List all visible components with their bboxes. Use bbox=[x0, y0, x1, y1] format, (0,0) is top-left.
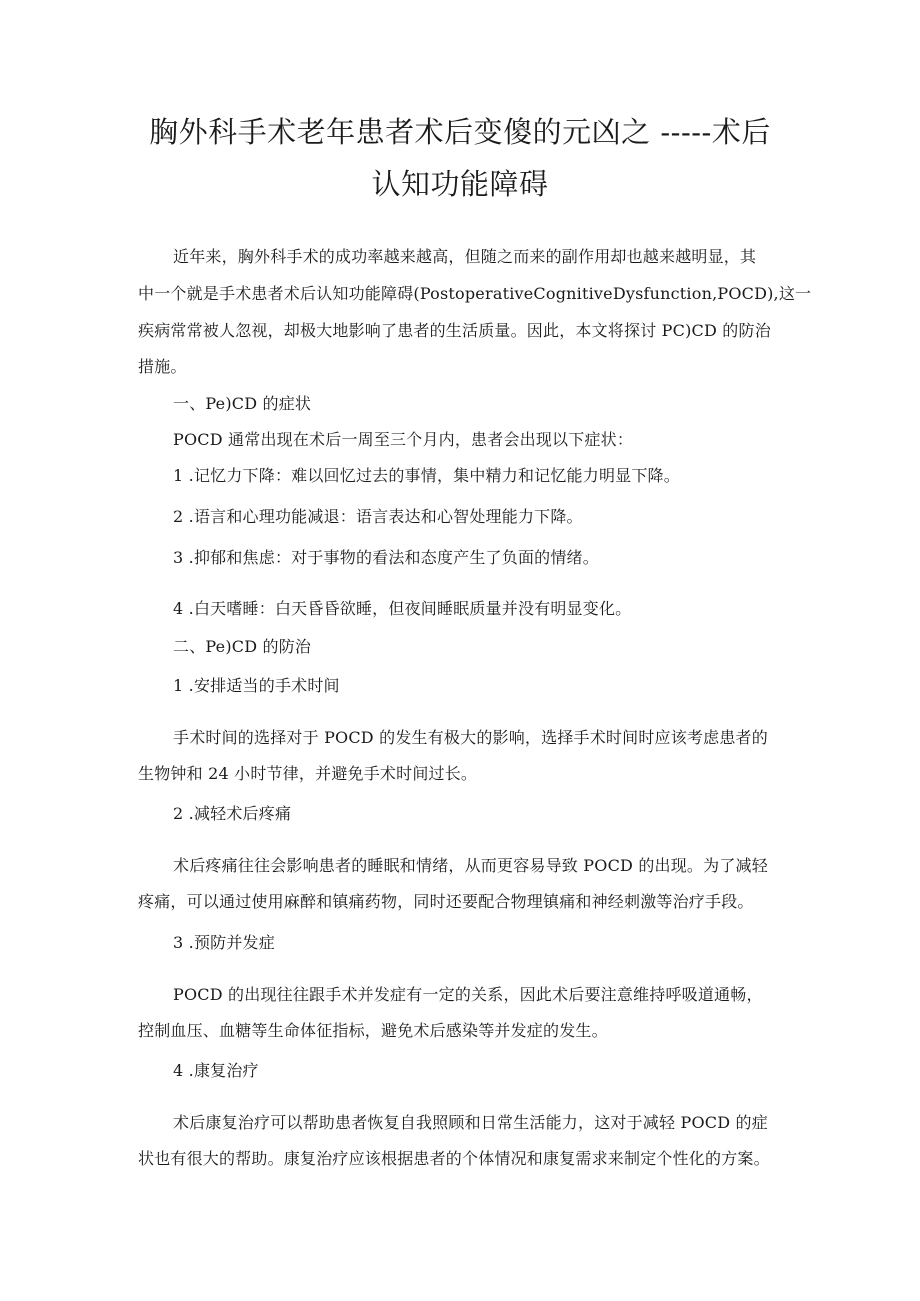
section-heading-symptoms: 一、Pe)CD 的症状 bbox=[173, 394, 312, 413]
prevention-body-3-line-1: POCD 的出现往往跟手术并发症有一定的关系，因此术后要注意维持呼吸道通畅， bbox=[173, 985, 763, 1004]
prevention-body-4-line-2: 状也有很大的帮助。康复治疗应该根据患者的个体情况和康复需求来制定个性化的方案。 bbox=[138, 1149, 770, 1168]
prevention-subtitle-3: 3 .预防并发症 bbox=[173, 933, 275, 952]
symptoms-lead: POCD 通常出现在术后一周至三个月内，患者会出现以下症状： bbox=[173, 430, 634, 449]
intro-line-4: 措施。 bbox=[138, 357, 187, 376]
document-title-line-1: 胸外科手术老年患者术后变傻的元凶之 -----术后 bbox=[149, 115, 771, 149]
intro-line-1: 近年来，胸外科手术的成功率越来越高，但随之而来的副作用却也越来越明显，其 bbox=[173, 247, 757, 266]
prevention-body-2-line-2: 疼痛，可以通过使用麻醉和镇痛药物，同时还要配合物理镇痛和神经刺激等治疗手段。 bbox=[138, 892, 754, 911]
prevention-body-3-line-2: 控制血压、血糖等生命体征指标，避免术后感染等并发症的发生。 bbox=[138, 1021, 608, 1040]
symptom-item-4: 4 .白天嗜睡：白天昏昏欲睡，但夜间睡眠质量并没有明显变化。 bbox=[173, 599, 632, 618]
symptom-item-1: 1 .记忆力下降：难以回忆过去的事情，集中精力和记忆能力明显下降。 bbox=[173, 466, 680, 485]
document-title-line-2: 认知功能障碍 bbox=[371, 167, 549, 201]
section-heading-prevention: 二、Pe)CD 的防治 bbox=[173, 637, 312, 656]
prevention-subtitle-1: 1 .安排适当的手术时间 bbox=[173, 676, 340, 695]
prevention-subtitle-2: 2 .减轻术后疼痛 bbox=[173, 804, 292, 823]
intro-line-2: 中一个就是手术患者术后认知功能障碍(PostoperativeCognitiveDysfunction,POCD),这一 bbox=[138, 284, 812, 303]
intro-line-3: 疾病常常被人忽视，却极大地影响了患者的生活质量。因此，本文将探讨 PC)CD 的防治 bbox=[138, 321, 771, 340]
symptom-item-2: 2 .语言和心理功能减退：语言表达和心智处理能力下降。 bbox=[173, 507, 583, 526]
symptom-item-3: 3 .抑郁和焦虑：对于事物的看法和态度产生了负面的情绪。 bbox=[173, 548, 599, 567]
prevention-body-1-line-1: 手术时间的选择对于 POCD 的发生有极大的影响，选择手术时间时应该考虑患者的 bbox=[173, 728, 768, 747]
prevention-body-1-line-2: 生物钟和 24 小时节律，并避免手术时间过长。 bbox=[138, 764, 478, 783]
prevention-body-4-line-1: 术后康复治疗可以帮助患者恢复自我照顾和日常生活能力，这对于减轻 POCD 的症 bbox=[173, 1113, 768, 1132]
prevention-body-2-line-1: 术后疼痛往往会影响患者的睡眠和情绪，从而更容易导致 POCD 的出现。为了减轻 bbox=[173, 856, 768, 875]
prevention-subtitle-4: 4 .康复治疗 bbox=[173, 1061, 259, 1080]
